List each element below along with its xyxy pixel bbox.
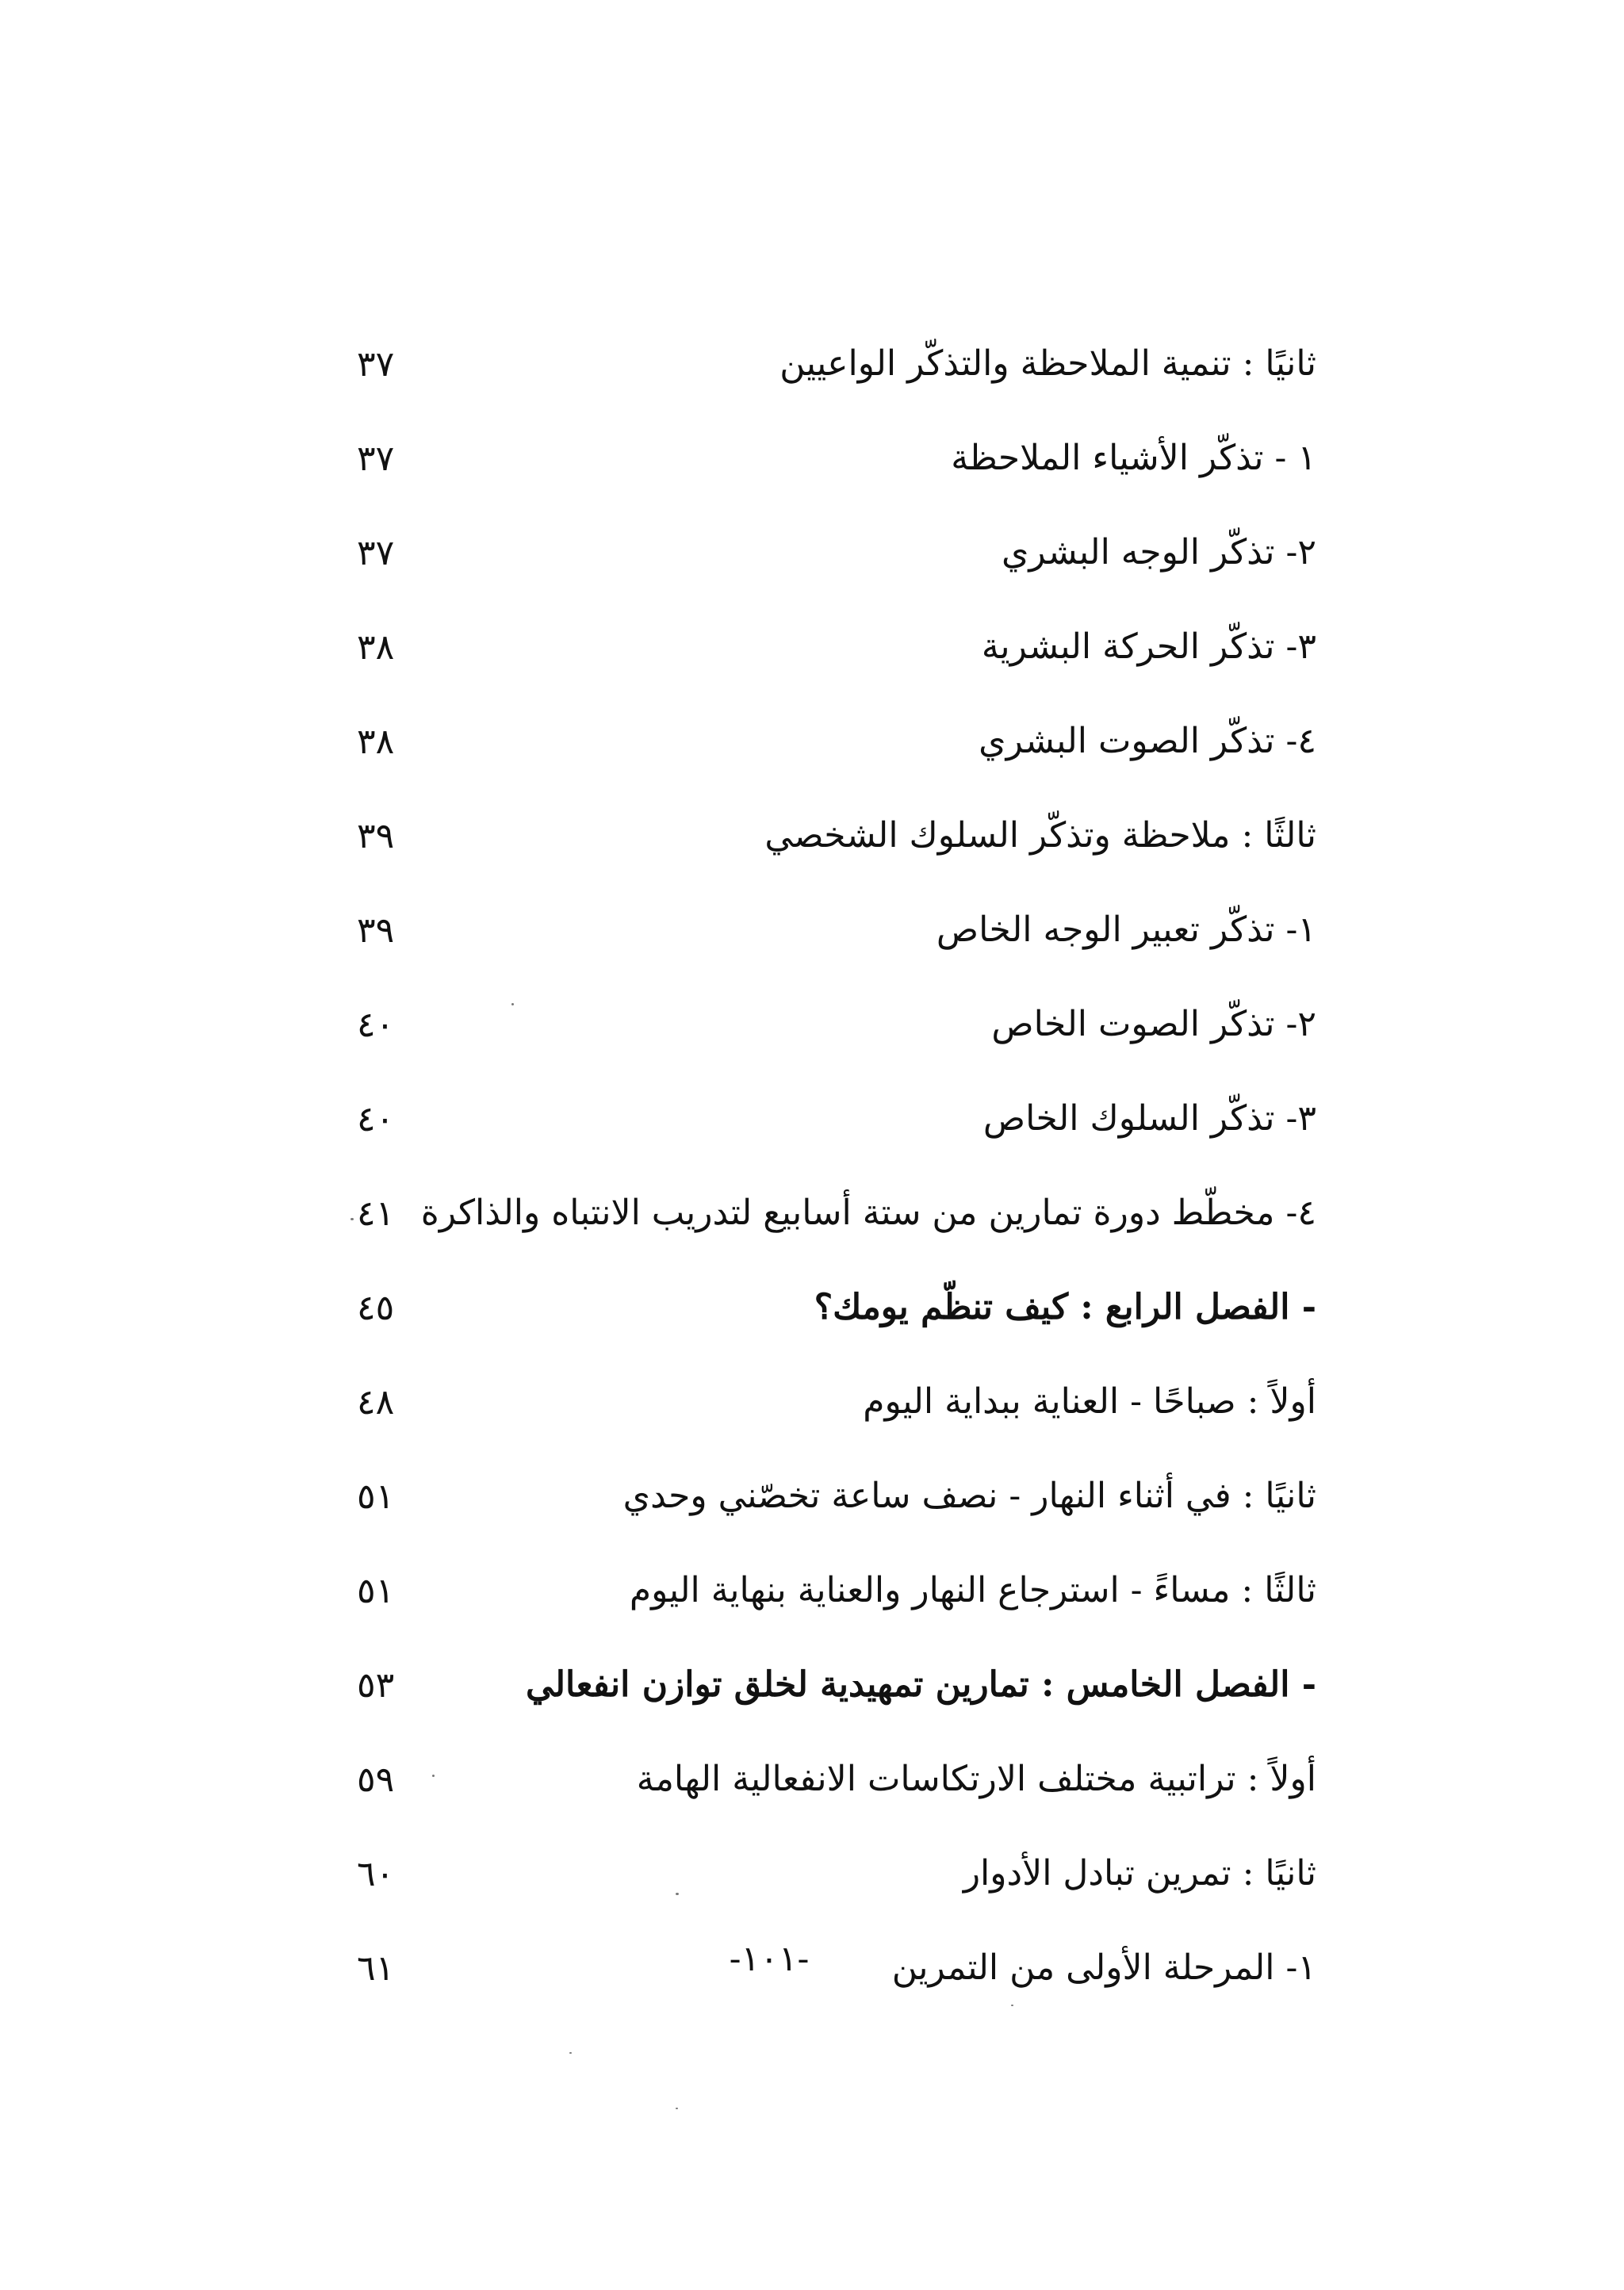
toc-entry-title: ثانيًا : في أثناء النهار - نصف ساعة تخصّني وحدي <box>622 1476 1316 1517</box>
toc-entry-title: ١- تذكّر تعبير الوجه الخاص <box>936 909 1316 951</box>
toc-entry-page: ٥٩ <box>357 1760 395 1800</box>
toc-entry-page: ٥٣ <box>357 1665 395 1706</box>
toc-entry-title: - الفصل الرابع : كيف تنظّم يومك؟ <box>814 1287 1316 1328</box>
toc-entry-page: ٦١ <box>357 1948 395 1989</box>
toc-entry-page: ٦٠ <box>357 1854 395 1894</box>
toc-entry-title: أولاً : تراتبية مختلف الارتكاسات الانفعالية الهامة <box>636 1759 1316 1800</box>
toc-entry <box>357 1166 1316 1261</box>
toc-entry <box>357 1449 1316 1544</box>
toc-entry-title: أولاً : صباحًا - العناية ببداية اليوم <box>863 1381 1316 1423</box>
toc-entry-page: ٤٥ <box>357 1288 395 1328</box>
toc-entry <box>357 1544 1316 1638</box>
toc-entry <box>357 600 1316 695</box>
toc-entry-page: ٣٨ <box>357 722 395 762</box>
toc-entry-title: ١- المرحلة الأولى من التمرين <box>891 1947 1316 1989</box>
toc-entry-title: ثالثًا : مساءً - استرجاع النهار والعناية بنهاية اليوم <box>629 1570 1316 1611</box>
toc-entry-page: ٤٠ <box>357 1099 395 1139</box>
toc-entry-title: ٢- تذكّر الصوت الخاص <box>991 1004 1316 1045</box>
scan-speck <box>432 1775 435 1777</box>
toc-entry <box>357 1733 1316 1827</box>
toc-entry <box>357 1827 1316 1921</box>
toc-entry-page: ٣٩ <box>357 910 395 951</box>
toc-entry-title: ١ - تذكّر الأشياء الملاحظة <box>951 438 1316 479</box>
toc-entry-title: ٣- تذكّر الحركة البشرية <box>981 626 1316 668</box>
scan-speck <box>511 1003 514 1005</box>
scan-speck <box>1011 2005 1013 2006</box>
toc-entry-title: ٣- تذكّر السلوك الخاص <box>982 1098 1316 1139</box>
toc-entry-page: ٤٨ <box>357 1382 395 1423</box>
scan-speck <box>350 1218 354 1220</box>
toc-entry <box>357 695 1316 789</box>
scan-speck <box>569 2052 572 2054</box>
toc-chapter-entry <box>357 1261 1316 1355</box>
toc-entry <box>357 978 1316 1072</box>
toc-entry-page: ٤٠ <box>357 1005 395 1045</box>
toc-entry <box>357 317 1316 412</box>
toc-entry-page: ٣٧ <box>357 344 395 385</box>
toc-entry-title: - الفصل الخامس : تمارين تمهيدية لخلق توازن انفعالي <box>525 1664 1316 1706</box>
toc-entry-title: ثانيًا : تنمية الملاحظة والتذكّر الواعيين <box>779 343 1316 385</box>
toc-entry-page: ٣٧ <box>357 438 395 479</box>
scan-speck <box>676 1893 679 1895</box>
toc-entry-page: ٥١ <box>357 1476 395 1517</box>
toc-entry-page: ٣٩ <box>357 816 395 856</box>
toc-entry <box>357 506 1316 600</box>
toc-entry <box>357 883 1316 978</box>
toc-entry <box>357 789 1316 883</box>
toc-entry <box>357 412 1316 506</box>
toc-entry-title: ثانيًا : تمرين تبادل الأدوار <box>963 1853 1316 1894</box>
toc-entry-page: ٣٨ <box>357 627 395 668</box>
table-of-contents <box>357 317 1316 2016</box>
scan-speck <box>676 2108 678 2109</box>
toc-entry <box>357 1355 1316 1449</box>
toc-entry-page: ٥١ <box>357 1571 395 1611</box>
page-number: -١٠١- <box>729 1939 810 1979</box>
toc-entry-page: ٤١ <box>357 1193 395 1234</box>
toc-entry-title: ٢- تذكّر الوجه البشري <box>1001 532 1316 573</box>
toc-entry <box>357 1072 1316 1166</box>
toc-entry-page: ٣٧ <box>357 533 395 573</box>
toc-entry-title: ثالثًا : ملاحظة وتذكّر السلوك الشخصي <box>764 815 1316 856</box>
toc-chapter-entry <box>357 1638 1316 1733</box>
toc-entry-title: ٤- مخطّط دورة تمارين من ستة أسابيع لتدريب الانتباه والذاكرة <box>420 1193 1316 1234</box>
toc-entry-title: ٤- تذكّر الصوت البشري <box>979 721 1316 762</box>
